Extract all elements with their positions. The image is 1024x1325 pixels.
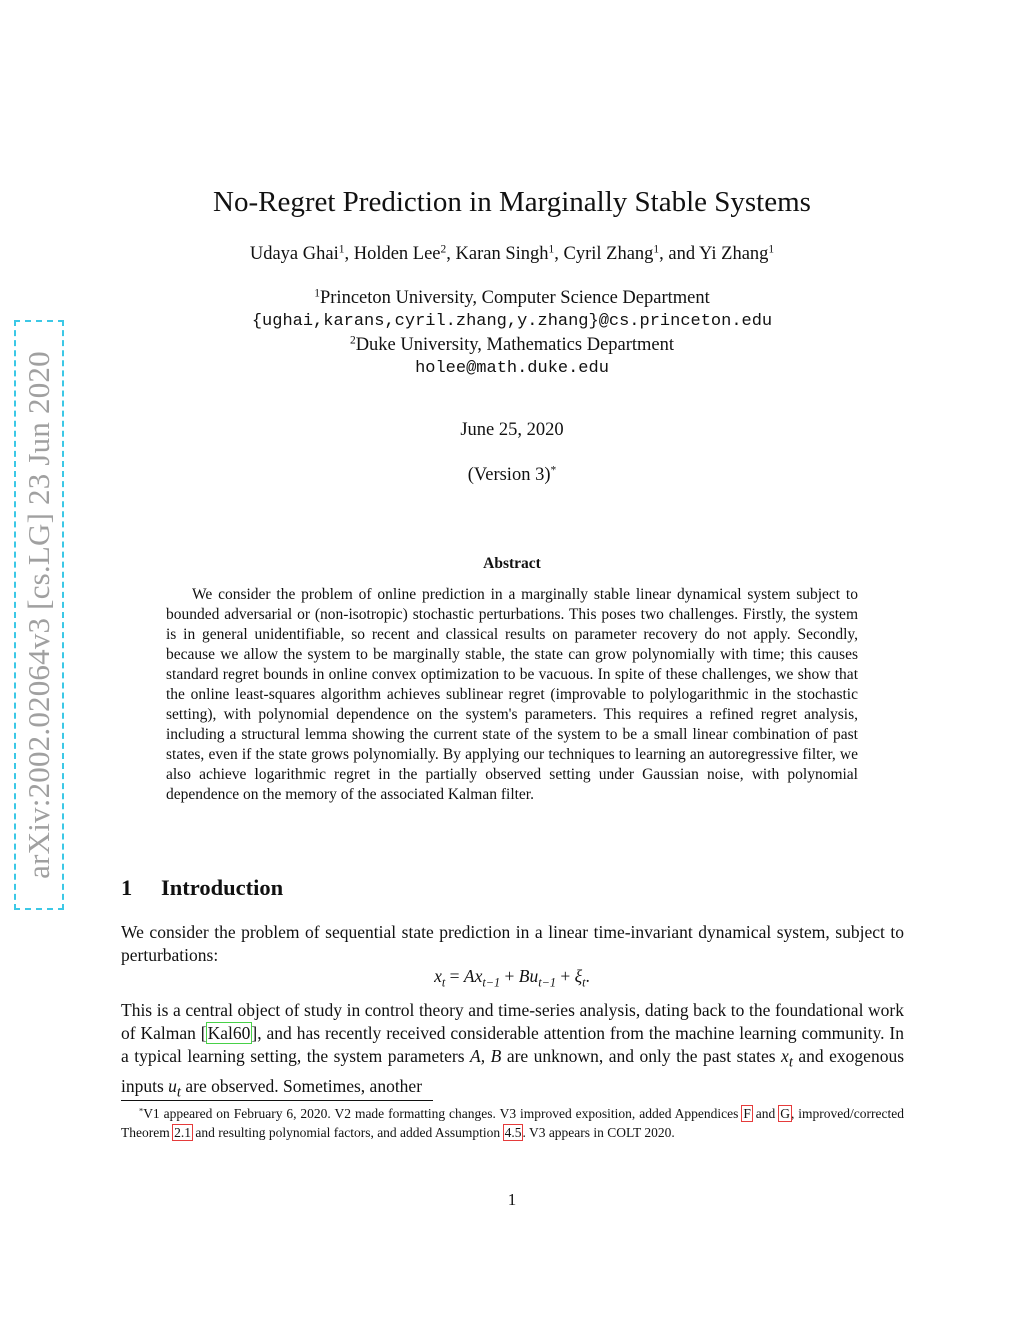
paragraph <box>121 999 904 1104</box>
text-run: ], and has recently received considerable attention from the machine learning community. In a typical learning setting, the system parameters <box>121 1023 904 1066</box>
separator: , <box>554 244 564 264</box>
affiliation-name: Duke University, Mathematics Department <box>355 335 675 355</box>
eq-subscript: t−1 <box>482 975 501 990</box>
eq-op: + <box>500 966 519 986</box>
math-subscript: t <box>176 1084 181 1100</box>
email-link[interactable]: holee@math.duke.edu <box>415 359 609 378</box>
page-number: 1 <box>507 1190 517 1209</box>
affiliation-mark: 1 <box>768 243 775 256</box>
assumption-link[interactable]: 4.5 <box>504 1125 522 1140</box>
publication-date: June 25, 2020 <box>460 420 564 440</box>
math-inline: u <box>168 1075 177 1096</box>
abstract-heading: Abstract <box>483 555 541 572</box>
text-run: and <box>751 1106 780 1121</box>
author-name: Udaya Ghai <box>249 244 339 264</box>
affiliation-mark: 1 <box>338 243 345 256</box>
eq-subscript: t <box>582 975 586 990</box>
text-run: and resulting polynomial factors, and added Assumption <box>191 1125 504 1140</box>
text-run: are unknown, and only the past states <box>501 1046 782 1066</box>
text-run: This is a central object of study in control theory and time-series analysis, dating back to the foundational work of Kalman [ <box>121 1000 904 1043</box>
separator: , <box>446 244 456 264</box>
eq-subscript: t <box>441 975 446 990</box>
author-name: Karan Singh <box>455 244 549 264</box>
eq-op: . <box>585 966 590 986</box>
section-heading <box>121 875 283 901</box>
version-note <box>0 465 1024 486</box>
affiliation-mark: 1 <box>653 243 660 256</box>
separator: , and <box>659 244 700 264</box>
abstract-text: We consider the problem of online prediction in a marginally stable linear dynamical system subject to bounded adversarial or (non-isotropic) stochastic perturbations. This poses two challenges. Firstly, the system is in general unidentifiable, so recent and classical results on parameter recovery do not apply. Secondly, because we allow the system to be marginally stable, the state can grow polynomially with time; this causes standard regret bounds in online convex optimization to be vacuous. In spite of these challenges, we show that the online least-squares algorithm achieves sublinear regret (improvable to polylogarithmic in the stochastic setting), with polynomial dependence on the system's parameters. This requires a refined regret analysis, including a structural lemma showing the current state of the system to be a small linear combination of past states, even if the state grows polynomially. By applying our techniques to learning an autoregressive filter, we also achieve logarithmic regret in the partially observed setting under Gaussian noise, with polynomial dependence on the memory of the associated Kalman filter. <box>166 586 858 803</box>
email-link[interactable]: {ughai,karans,cyril.zhang,y.zhang}@cs.princeton.edu <box>251 312 773 331</box>
affiliation-mark: 1 <box>314 287 320 300</box>
footnote-divider <box>121 1100 433 1101</box>
eq-op: = <box>445 966 464 986</box>
author-name: Cyril Zhang <box>563 244 654 264</box>
eq-subscript: t−1 <box>538 975 557 990</box>
arxiv-stamp[interactable] <box>14 320 64 910</box>
affiliation-mark: 1 <box>548 243 555 256</box>
footnote <box>121 1104 904 1142</box>
citation-link[interactable]: Kal60 <box>207 1023 251 1043</box>
author-list <box>0 244 1024 265</box>
affiliation-mark: 2 <box>440 243 447 256</box>
version-label: (Version 3) <box>467 465 551 485</box>
separator: , <box>344 244 354 264</box>
paragraph: We consider the problem of sequential state prediction in a linear time-invariant dynamical system, subject to perturbations: <box>121 922 904 965</box>
text-run: V1 appeared on February 6, 2020. V2 made formatting changes. V3 improved exposition, added Appendices <box>143 1106 743 1121</box>
math-subscript: t <box>788 1054 793 1071</box>
affiliation <box>0 335 1024 356</box>
eq-op: + <box>556 966 575 986</box>
arxiv-identifier: arXiv:2002.02064v3 [cs.LG] 23 Jun 2020 <box>21 351 56 879</box>
eq-term: x <box>434 966 442 986</box>
text-run: . V3 appears in COLT 2020. <box>522 1125 675 1140</box>
text-run: and exogenous inputs <box>121 1046 905 1096</box>
affiliation-name: Princeton University, Computer Science Department <box>319 288 710 308</box>
affiliation-mark: 2 <box>349 334 356 347</box>
math-inline: A, B <box>470 1046 502 1066</box>
eq-term: Ax <box>463 966 483 986</box>
appendix-link[interactable]: F <box>743 1106 751 1121</box>
author-name: Holden Lee <box>353 244 441 264</box>
footnote-mark: * <box>139 1106 144 1116</box>
eq-term: Bu <box>518 966 539 986</box>
footnote-mark[interactable]: * <box>550 464 557 477</box>
equation <box>0 966 1024 991</box>
paper-title: No-Regret Prediction in Marginally Stable Systems <box>213 186 811 218</box>
section-number: 1 <box>121 875 133 900</box>
eq-term: ξ <box>574 966 583 986</box>
theorem-link[interactable]: 2.1 <box>174 1125 191 1140</box>
appendix-link[interactable]: G <box>780 1106 790 1121</box>
affiliation <box>0 288 1024 309</box>
section-title: Introduction <box>161 875 284 900</box>
text-run: are observed. Sometimes, another <box>180 1075 423 1096</box>
math-inline: x <box>781 1046 789 1066</box>
author-name: Yi Zhang <box>699 244 769 264</box>
text-run: , improved/corrected Theorem <box>121 1106 904 1140</box>
